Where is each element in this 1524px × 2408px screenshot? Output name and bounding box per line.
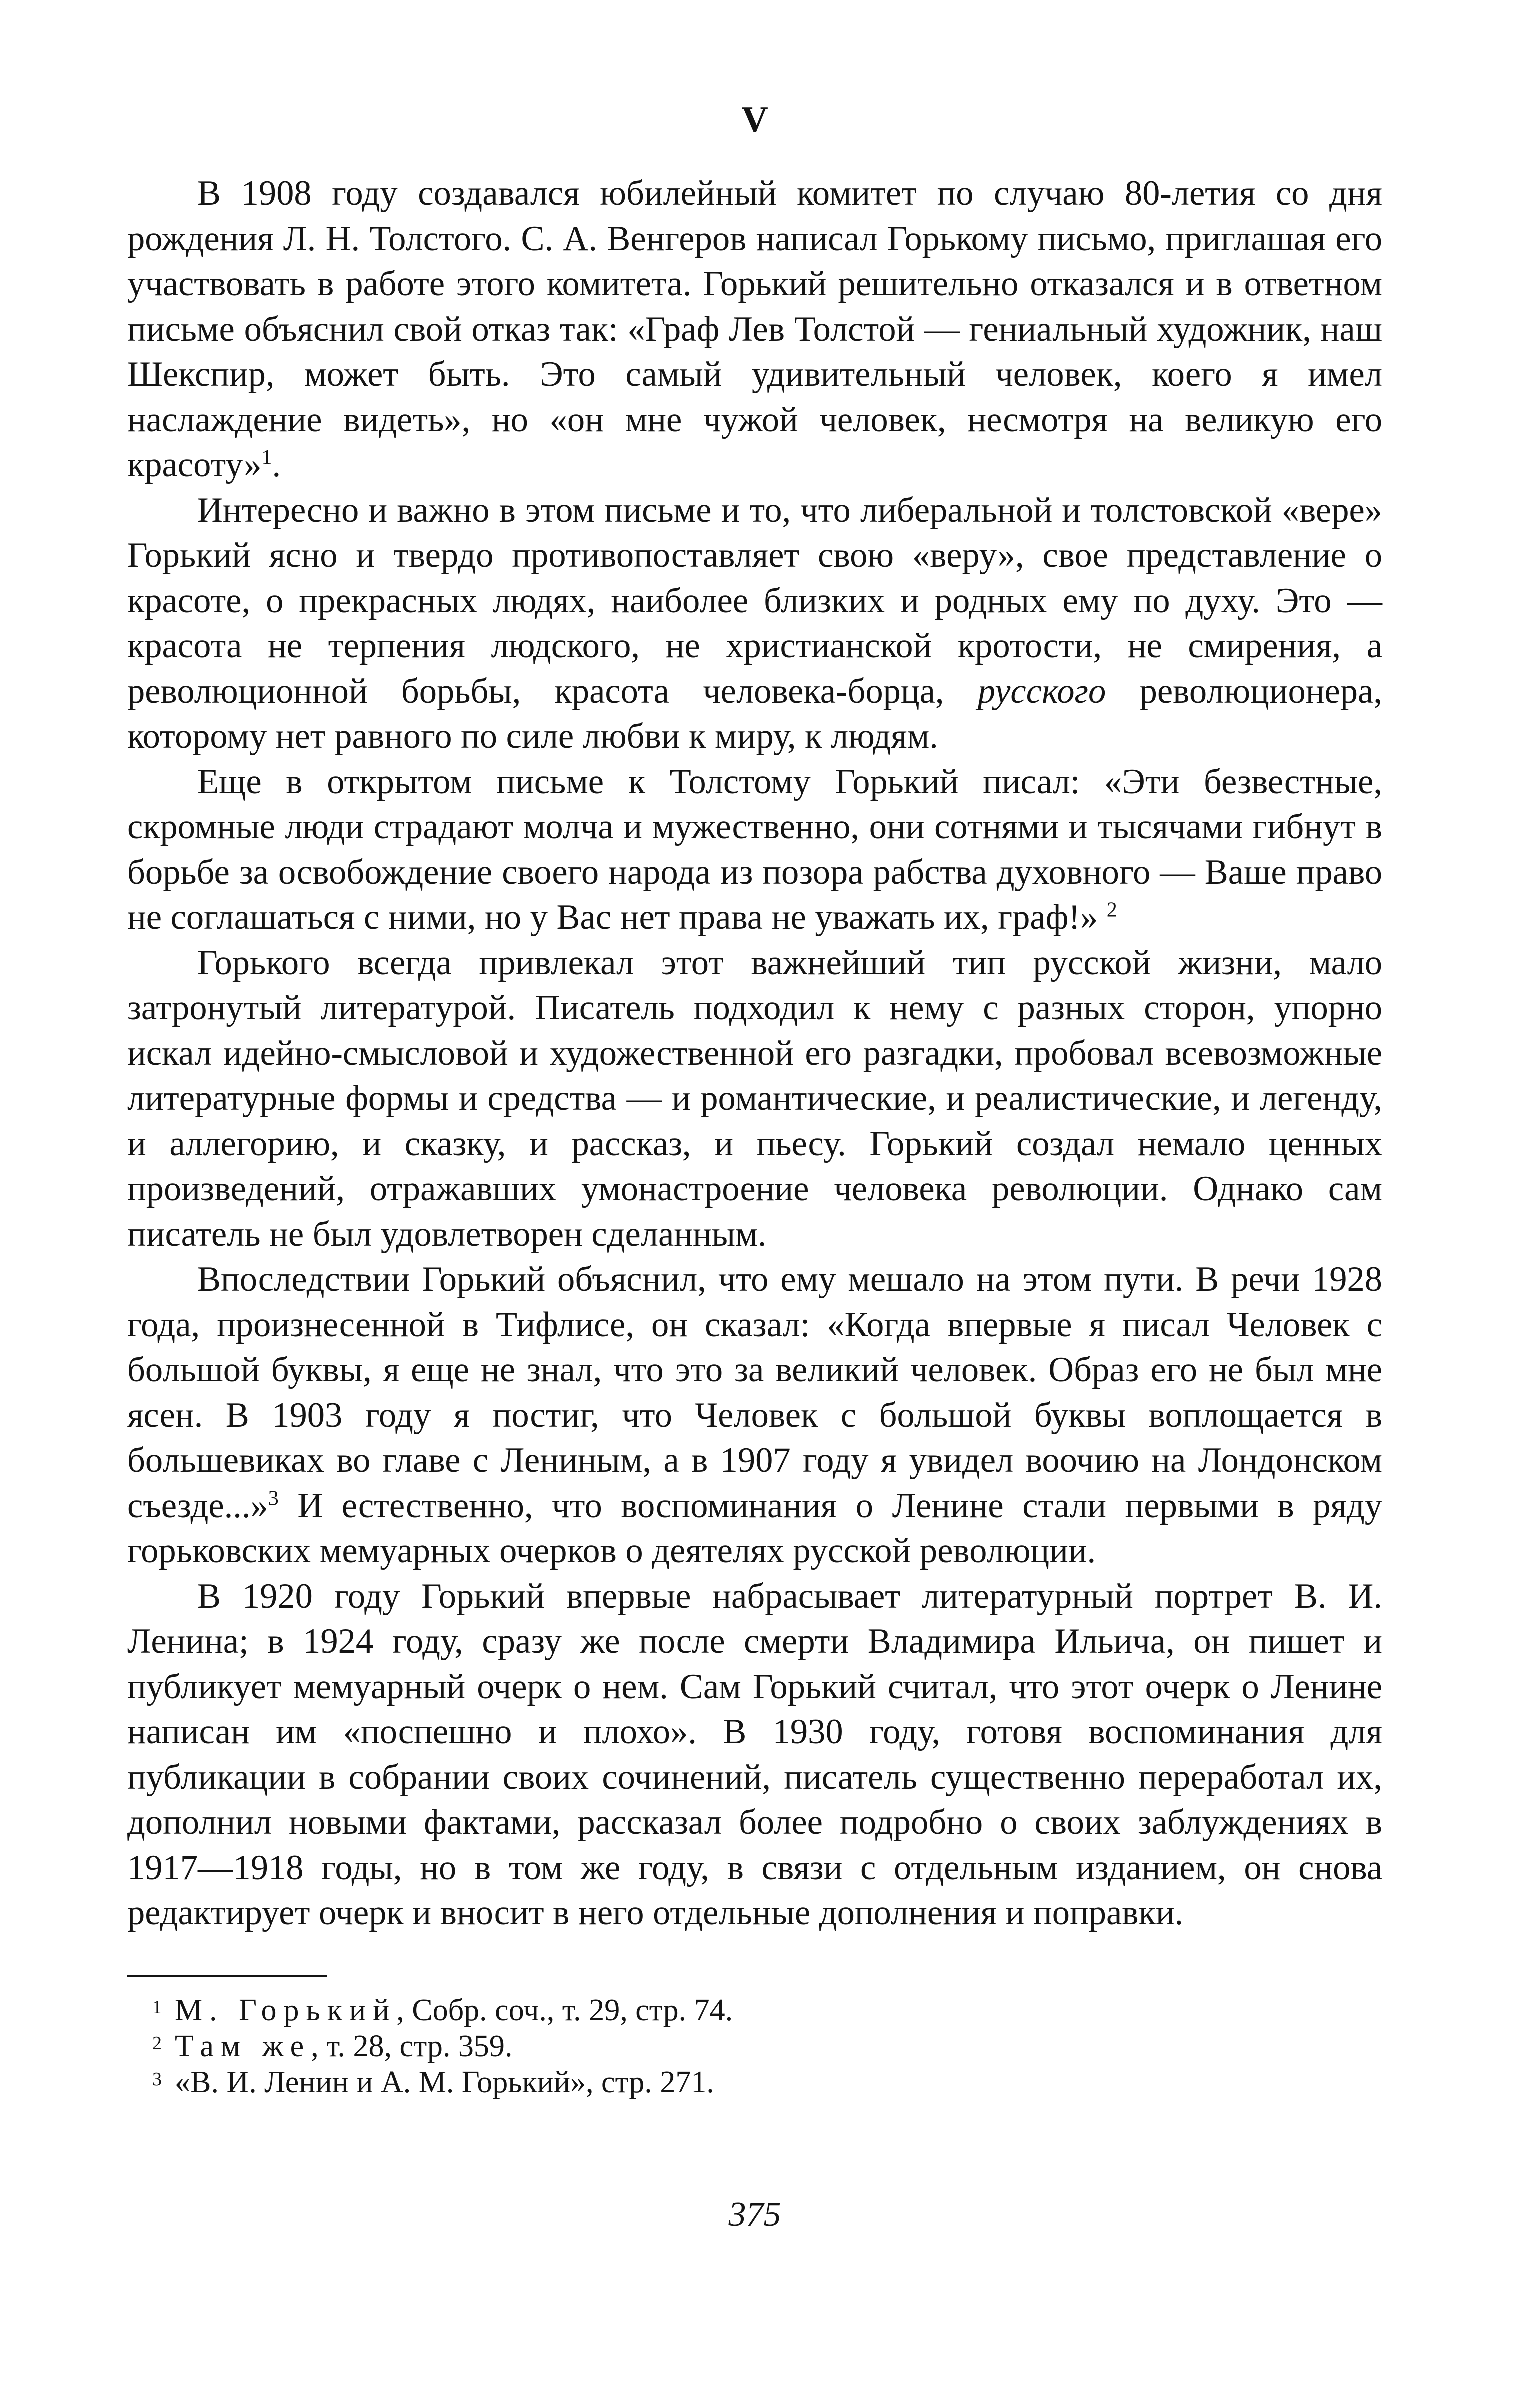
footnote-number: 3 (152, 2068, 162, 2090)
footnote-ref-2: 2 (1106, 898, 1118, 922)
paragraph-2-italic: русского (978, 672, 1106, 711)
footnote-text: , Собр. соч., т. 29, стр. 74. (396, 1993, 734, 2028)
footnotes (128, 1992, 1382, 2100)
footnote-1 (128, 1992, 1382, 2028)
footnote-text: , т. 28, стр. 359. (311, 2029, 513, 2064)
footnote-3 (128, 2064, 1382, 2100)
paragraph-5-end: И естественно, что воспоминания о Ленине стали первыми в ряду горьковских мемуарных очерков о деятелях русской революции. (128, 1486, 1382, 1570)
page-number: 375 (728, 2196, 782, 2234)
body-text (128, 171, 1382, 1936)
footnote-divider (128, 1975, 328, 1978)
paragraph-2-text: Интересно и важно в этом письме и то, что либеральной и толстовской «вере» Горький ясно и твердо противопоставляет свою «веру», свое представление о красоте, о прекрасных людях, наиболее близких и родных ему по духу. Это — красота не терпения людского, не христианской кротости, не смирения, а революционной борьбы, красота человека-борца, (128, 490, 1382, 711)
paragraph-4-text: Горького всегда привлекал этот важнейший тип русской жизни, мало затронутый литературой. Писатель подходил к нему с разных сторон, упорно искал идейно-смысловой и художественной его разгадки, пробовал всевозможные литературные формы и средства — и романтические, и реалистические, и легенду, и аллегорию, и сказку, и рассказ, и пьесу. Горький создал немало ценных произведений, отражавших умонастроение человека революции. Однако сам писатель не был удовлетворен сделанным. (128, 943, 1382, 1254)
footnote-number: 1 (152, 1996, 162, 2018)
footnote-ref-3: 3 (268, 1487, 279, 1510)
paragraph-1-text: В 1908 году создавался юбилейный комитет по случаю 80-летия со дня рождения Л. Н. Толстого. С. А. Венгеров написал Горькому письмо, приглашая его участвовать в работе этого комитета. Горький решительно отказался и в ответном письме объяснил свой отказ так: «Граф Лев Толстой — гениальный художник, наш Шекспир, может быть. Это самый удивительный человек, коего я имел наслаждение видеть», но «он мне чужой человек, несмотря на великую его красоту» (128, 174, 1382, 484)
paragraph-4 (128, 940, 1382, 1258)
footnote-author: Там же (175, 2029, 312, 2064)
paragraph-6-text: В 1920 году Горький впервые набрасывает литературный портрет В. И. Ленина; в 1924 году, сразу же после смерти Владимира Ильича, он пишет и публикует мемуарный очерк о нем. Сам Горький считал, что этот очерк о Ленине написан им «поспешно и плохо». В 1930 году, готовя воспоминания для публикации в собрании своих сочинений, писатель существенно переработал их, дополнил новыми фактами, рассказал более подробно о своих заблуждениях в 1917—1918 годы, но в том же году, в связи с отдельным изданием, он снова редактирует очерк и вносит в него отдельные дополнения и поправки. (128, 1576, 1382, 1932)
paragraph-2-end: революционера, которому нет равного по силе любви к миру, к людям. (128, 672, 1382, 756)
paragraph-6 (128, 1574, 1382, 1936)
footnote-ref-1: 1 (262, 446, 272, 470)
footnote-author: М. Горький (175, 1993, 397, 2028)
paragraph-2 (128, 488, 1382, 760)
paragraph-5 (128, 1257, 1382, 1574)
paragraph-1 (128, 171, 1382, 488)
footnote-text: «В. И. Ленин и А. М. Горький», стр. 271. (175, 2065, 714, 2100)
book-page (128, 100, 1382, 2360)
paragraph-3 (128, 760, 1382, 940)
paragraph-5-text: Впоследствии Горький объяснил, что ему мешало на этом пути. В речи 1928 года, произнесенной в Тифлисе, он сказал: «Когда впервые я писал Человек с большой буквы, я еще не знал, что это за великий человек. Образ его не был мне ясен. В 1903 году я постиг, что Человек с большой буквы воплощается в большевиках во главе с Лениным, а в 1907 году я увидел воочию на Лондонском съезде...» (128, 1260, 1382, 1526)
paragraph-3-text: Еще в открытом письме к Толстому Горький писал: «Эти безвестные, скромные люди страдают молча и мужественно, они сотнями и тысячами гибнут в борьбе за освобождение своего народа из позора рабства духовного — Ваше право не соглашаться с ними, но у Вас нет права не уважать их, граф!» (128, 762, 1382, 937)
footnote-number: 2 (152, 2032, 162, 2054)
paragraph-1-end: . (272, 446, 282, 484)
footnote-2 (128, 2028, 1382, 2064)
section-heading: V (742, 100, 768, 140)
